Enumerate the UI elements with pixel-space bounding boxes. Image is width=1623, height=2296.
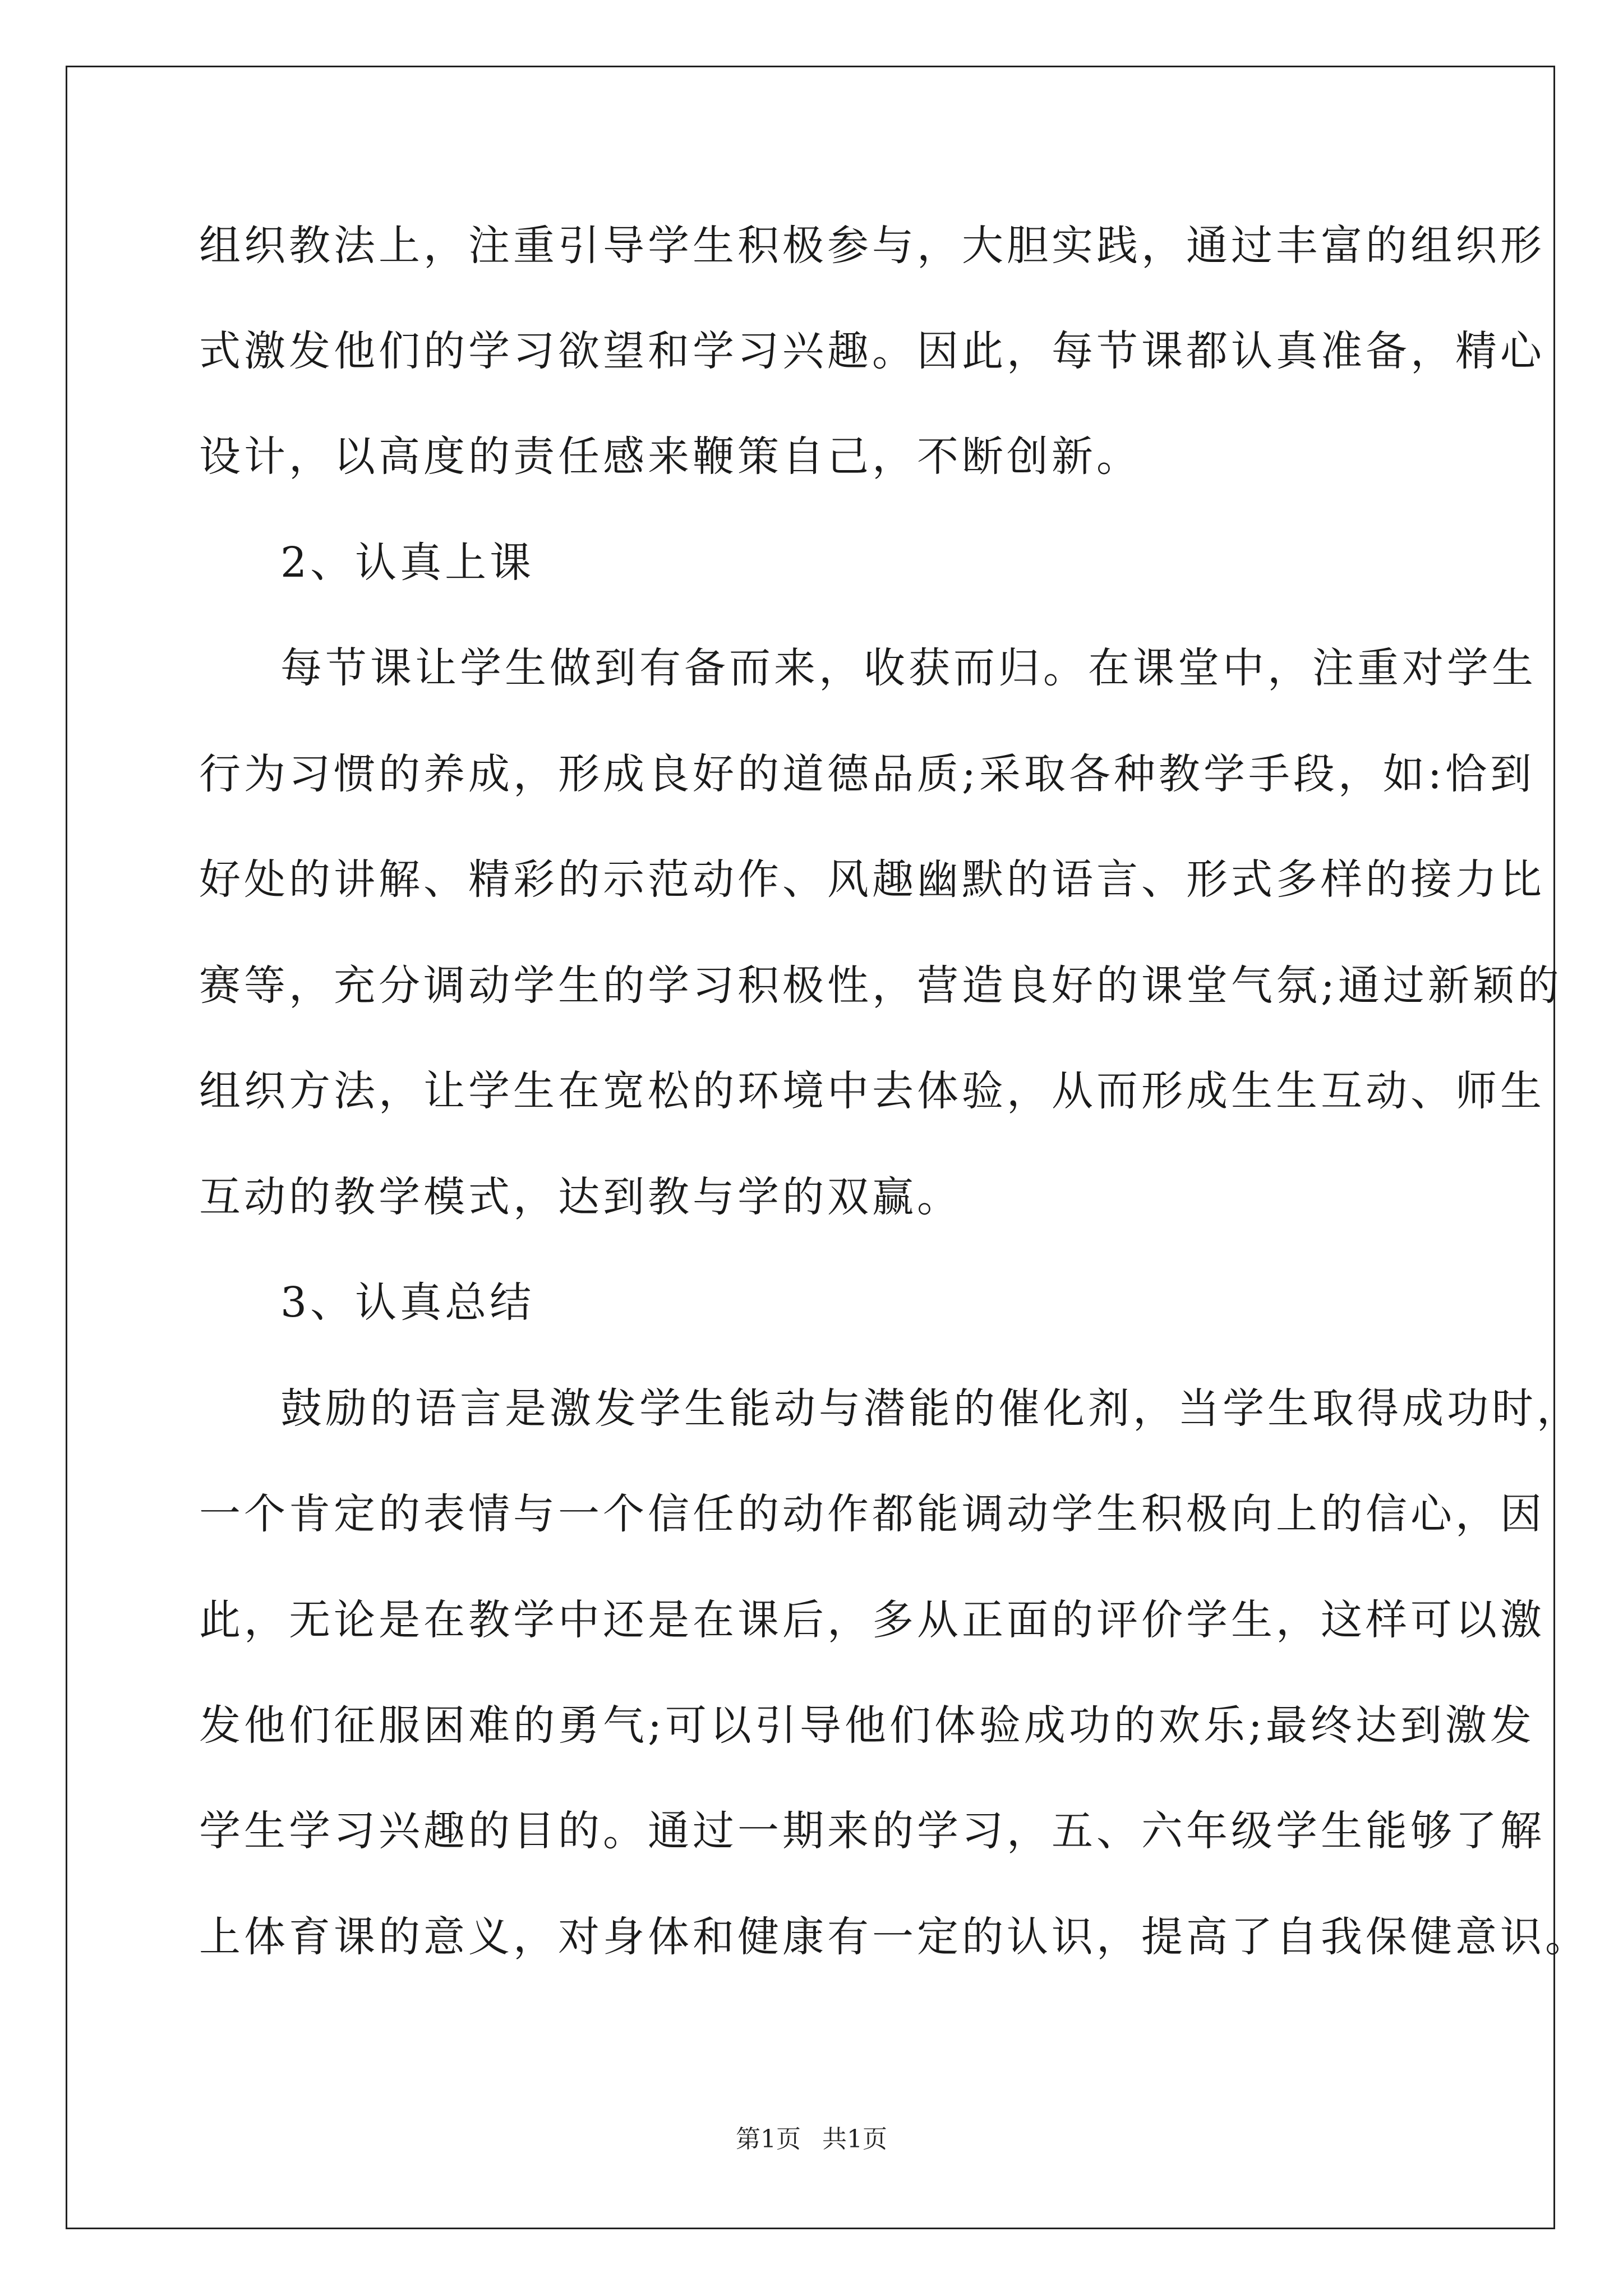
paragraph-line: 此，无论是在教学中还是在课后，多从正面的评价学生，这样可以激	[199, 1596, 1545, 1644]
paragraph-line: 互动的教学模式，达到教与学的双赢。	[199, 1173, 962, 1221]
paragraph-line: 赛等，充分调动学生的学习积极性，营造良好的课堂气氛;通过新颖的	[199, 961, 1562, 1010]
paragraph-line: 设计，以高度的责任感来鞭策自己，不断创新。	[199, 432, 1141, 481]
page-current: 第1页	[736, 2125, 801, 2154]
paragraph-line: 好处的讲解、精彩的示范动作、风趣幽默的语言、形式多样的接力比	[199, 855, 1545, 904]
paragraph-line: 行为习惯的养成，形成良好的道德品质;采取各种教学手段，如:恰到	[199, 750, 1535, 798]
page-border	[66, 66, 1590, 2229]
paragraph-line: 鼓励的语言是激发学生能动与潜能的催化剂，当学生取得成功时，	[280, 1384, 1581, 1433]
paragraph-line: 一个肯定的表情与一个信任的动作都能调动学生积极向上的信心，因	[199, 1490, 1545, 1538]
paragraph-line: 组织方法，让学生在宽松的环境中去体验，从而形成生生互动、师生	[199, 1067, 1545, 1115]
paragraph-line: 发他们征服困难的勇气;可以引导他们体验成功的欢乐;最终达到激发	[199, 1701, 1535, 1750]
page-footer	[0, 2123, 1623, 2156]
paragraph-line: 式激发他们的学习欲望和学习兴趣。因此，每节课都认真准备，精心	[199, 327, 1545, 375]
page-total: 共1页	[822, 2125, 887, 2154]
paragraph-line: 组织教法上，注重引导学生积极参与，大胆实践，通过丰富的组织形	[199, 222, 1545, 270]
section-heading: 3、认真总结	[280, 1278, 535, 1327]
paragraph-line: 上体育课的意义，对身体和健康有一定的认识，提高了自我保健意识。	[199, 1913, 1590, 1961]
section-heading: 2、认真上课	[280, 539, 535, 587]
paragraph-line: 每节课让学生做到有备而来，收获而归。在课堂中，注重对学生	[280, 644, 1537, 692]
paragraph-line: 学生学习兴趣的目的。通过一期来的学习，五、六年级学生能够了解	[199, 1807, 1545, 1855]
